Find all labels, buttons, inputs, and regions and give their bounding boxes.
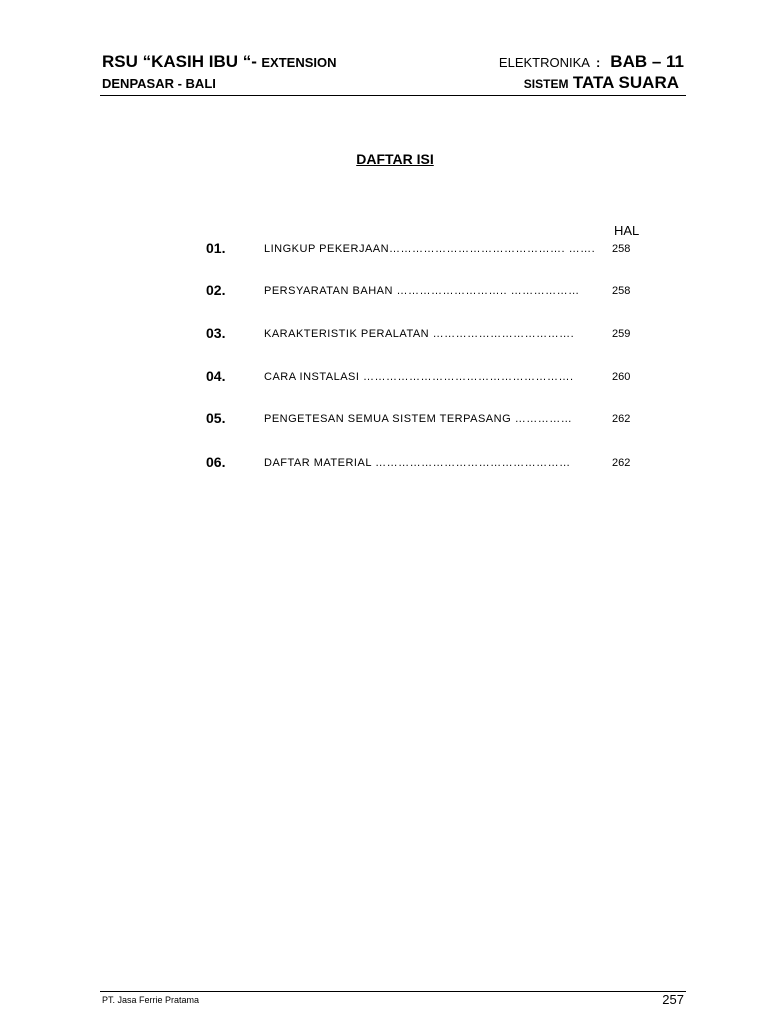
header-system-name: TATA SUARA <box>572 73 679 92</box>
header-project-name: RSU “KASIH IBU “- <box>102 52 257 71</box>
toc-entry-number: 04. <box>206 368 226 384</box>
header-project-extension: EXTENSION <box>261 55 337 70</box>
toc-entry-page: 262 <box>612 457 631 469</box>
toc-entry-number: 02. <box>206 282 226 298</box>
toc-title: DAFTAR ISI <box>356 151 434 167</box>
toc-entry-text: KARAKTERISTIK PERALATAN ………………………………. <box>264 328 575 340</box>
header-colon: : <box>595 55 601 70</box>
toc-entry <box>0 368 768 386</box>
toc-entry <box>0 325 768 343</box>
footer-divider <box>100 991 686 992</box>
toc-entry-number: 05. <box>206 410 226 426</box>
toc-entry-page: 259 <box>612 328 631 340</box>
toc-entry <box>0 240 768 258</box>
toc-entry-page: 262 <box>612 413 631 425</box>
footer-company: PT. Jasa Ferrie Pratama <box>102 995 200 1005</box>
toc-entry <box>0 410 768 428</box>
header-location: DENPASAR - BALI <box>102 76 216 91</box>
toc-entry-text: PENGETESAN SEMUA SISTEM TERPASANG …………… <box>264 413 573 425</box>
header-category: ELEKTRONIKA <box>498 55 590 70</box>
toc-entry-text: CARA INSTALASI ………………………………………………. <box>264 371 574 383</box>
toc-entry-number: 01. <box>206 240 226 256</box>
toc-page-column-label: HAL <box>614 223 640 238</box>
header-chapter <box>499 53 684 71</box>
header-system-prefix: SISTEM <box>523 77 569 91</box>
header-project-title <box>102 53 336 71</box>
toc-entry <box>0 454 768 472</box>
toc-entry-page: 258 <box>612 285 631 297</box>
header-system <box>524 74 679 92</box>
header-divider <box>100 95 686 96</box>
toc-entry-number: 06. <box>206 454 226 470</box>
toc-entry-text: DAFTAR MATERIAL …………………………………………… <box>264 457 571 469</box>
toc-entry-text: LINGKUP PEKERJAAN………………………………………. ……. <box>264 243 596 255</box>
toc-entry <box>0 282 768 300</box>
toc-entry-page: 260 <box>612 371 631 383</box>
toc-entry-page: 258 <box>612 243 631 255</box>
header-chapter-number: BAB – 11 <box>610 52 684 71</box>
toc-entry-text: PERSYARATAN BAHAN ……………………….. ……………… <box>264 285 580 297</box>
footer-page-number: 257 <box>662 992 684 1007</box>
toc-entry-number: 03. <box>206 325 226 341</box>
